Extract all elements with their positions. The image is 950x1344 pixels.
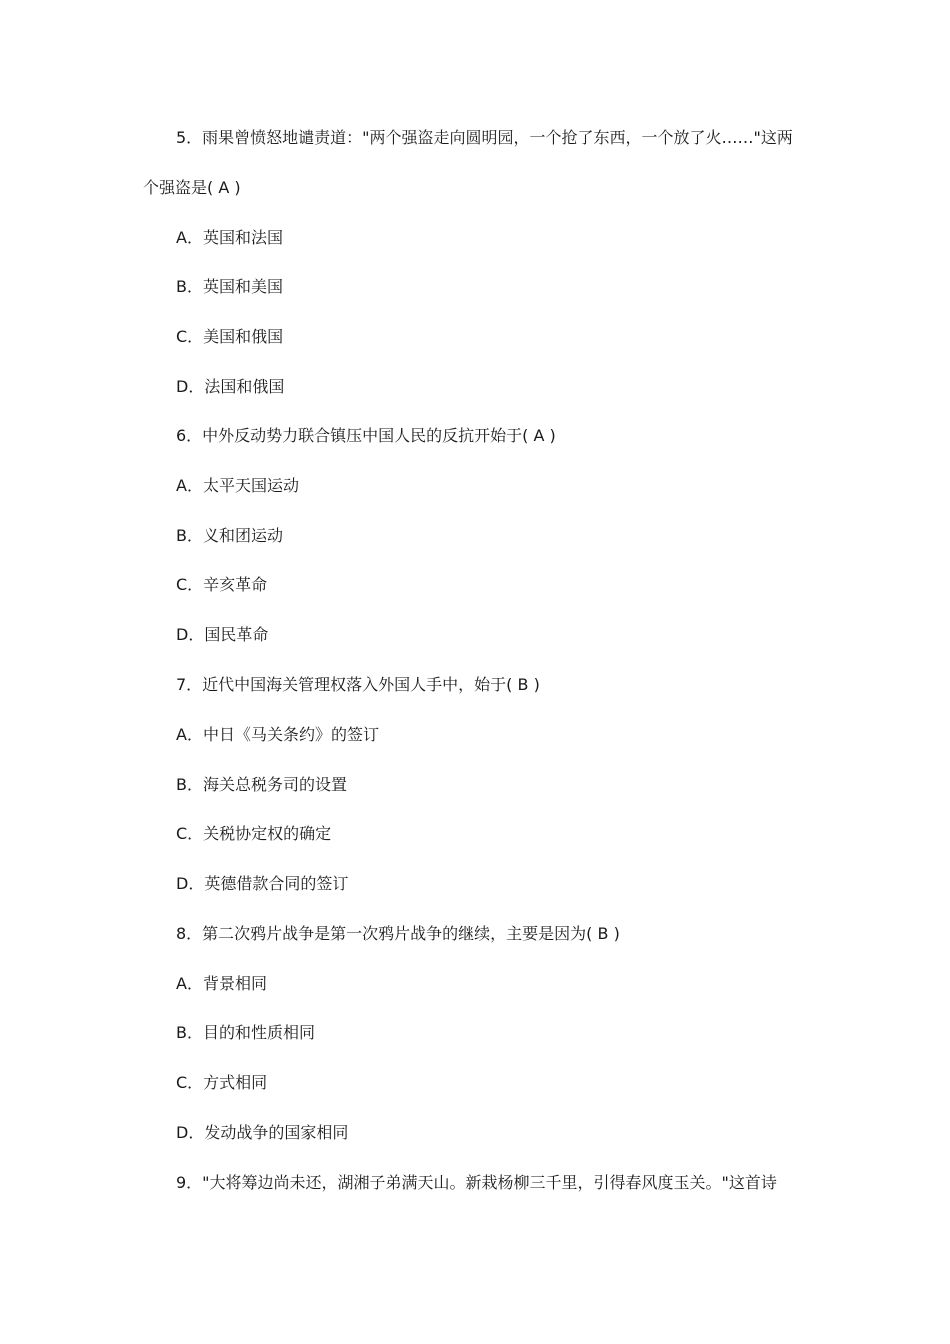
question-5-option-c: C．美国和俄国 — [176, 327, 284, 346]
question-9-stem: 9．"大将筹边尚未还，湖湘子弟满天山。新栽杨柳三千里，引得春风度玉关。"这首诗 — [176, 1173, 777, 1192]
question-8-option-a: A．背景相同 — [176, 974, 267, 993]
question-5-option-d: D．法国和俄国 — [176, 377, 285, 396]
question-5-stem-line-2: 个强盗是( A ) — [143, 178, 241, 197]
question-7-option-c: C．关税协定权的确定 — [176, 824, 332, 843]
question-5-option-b: B．英国和美国 — [176, 277, 283, 296]
question-5-stem-line-1: 5．雨果曾愤怒地谴责道："两个强盗走向圆明园，一个抢了东西，一个放了火……"这两 — [176, 128, 793, 147]
question-6-option-c: C．辛亥革命 — [176, 575, 268, 594]
question-6-option-a: A．太平天国运动 — [176, 476, 299, 495]
question-7-stem: 7．近代中国海关管理权落入外国人手中，始于( B ) — [176, 675, 540, 694]
question-7-option-a: A．中日《马关条约》的签订 — [176, 725, 379, 744]
question-5-option-a: A．英国和法国 — [176, 228, 283, 247]
question-6-option-b: B．义和团运动 — [176, 526, 283, 545]
question-7-option-d: D．英德借款合同的签订 — [176, 874, 349, 893]
question-6-option-d: D．国民革命 — [176, 625, 269, 644]
question-7-option-b: B．海关总税务司的设置 — [176, 775, 347, 794]
question-8-option-b: B．目的和性质相同 — [176, 1023, 315, 1042]
question-8-stem: 8．第二次鸦片战争是第一次鸦片战争的继续，主要是因为( B ) — [176, 924, 620, 943]
question-8-option-d: D．发动战争的国家相同 — [176, 1123, 349, 1142]
question-6-stem: 6．中外反动势力联合镇压中国人民的反抗开始于( A ) — [176, 426, 556, 445]
question-8-option-c: C．方式相同 — [176, 1073, 268, 1092]
